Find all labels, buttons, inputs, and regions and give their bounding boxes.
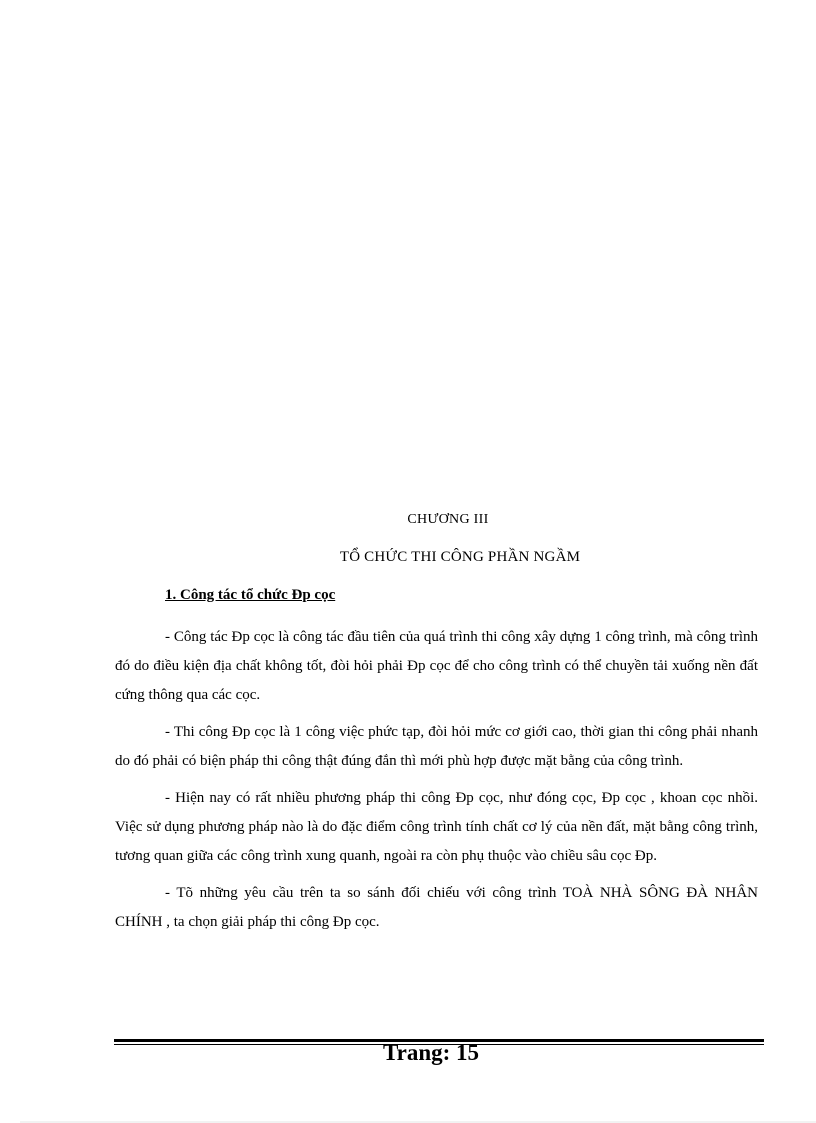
body-text [115,623,758,945]
paragraph: - Công tác Đp cọc là công tác đầu tiên của quá trình thi công xây dựng 1 công trình, mà công trình đó do điều kiện địa chất không tốt, đòi hỏi phải Đp cọc để cho công trình có thể chuyền tải xuống nền đất cứng thông qua các cọc. [115,629,758,703]
section-heading: 1. Công tác tổ chức Đp cọc [165,587,336,603]
paragraph: - Tõ những yêu cầu trên ta so sánh đối chiếu với công trình TOÀ NHÀ SÔNG ĐÀ NHÂN CHÍNH , ta chọn giải pháp thi công Đp cọc. [115,885,758,930]
page-number-footer: Trang: 15 [383,1040,480,1065]
chapter-number: CHƯƠNG III [407,512,489,527]
chapter-title: TỔ CHỨC THI CÔNG PHẦN NGẦM [339,549,581,565]
paragraph: - Thi công Đp cọc là 1 công việc phức tạp, đòi hỏi mức cơ giới cao, thời gian thi công phải nhanh do đó phải có biện pháp thi công thật đúng đắn thì mới phù hợp được mặt bằng của công trình. [115,724,758,769]
paragraph: - Hiện nay có rất nhiều phương pháp thi công Đp cọc, như đóng cọc, Đp cọc , khoan cọc nhồi. Việc sử dụng phương pháp nào là do đặc điểm công trình tính chất cơ lý của nền đất, mặt bằng công trình, tương quan giữa các công trình xung quanh, ngoài ra còn phụ thuộc vào chiều sâu cọc Đp. [115,790,758,864]
